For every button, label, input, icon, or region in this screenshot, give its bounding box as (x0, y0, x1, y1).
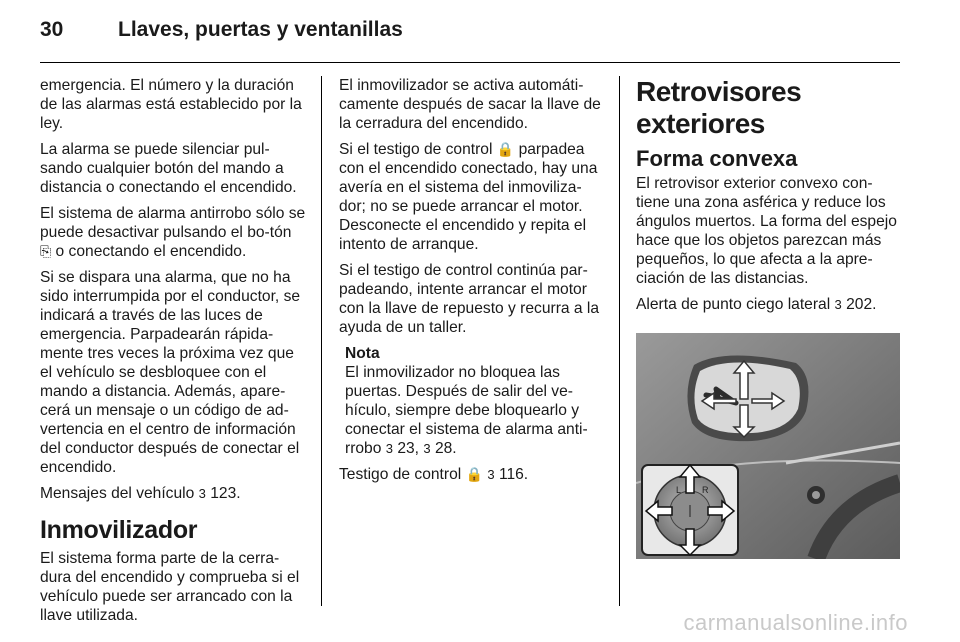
paragraph: La alarma se puede silenciar pul-sando cualquier botón del mando a distancia o conectando el encendido. (40, 141, 297, 196)
paragraph: Si se dispara una alarma, que no ha sido interrumpida por el conductor, se indicará a través de las luces de emergencia. Parpadearán rápida-mente tres veces la próxima vez que el vehículo se desbloquee con el mando a distancia. Además, apare-cerá un mensaje o un código de ad-vertencia en el centro de información del conductor después de conectar el encendido. (40, 269, 301, 476)
note-box (345, 344, 603, 458)
page-reference[interactable]: 116. (498, 466, 529, 483)
page-reference[interactable]: 202. (846, 296, 877, 313)
column-divider-1 (321, 76, 322, 606)
column-1 (40, 76, 306, 632)
column-3 (636, 76, 902, 364)
column-divider-2 (619, 76, 620, 606)
note-text: El inmovilizador no bloquea las puertas. Después de salir del ve-hículo, siempre debe bloquearlo y conectar el sistema de alarma anti-rrobo 3 23, 3 28. (345, 364, 588, 457)
page-reference[interactable]: 28. (434, 440, 457, 457)
subsection-heading-forma-convexa: Forma convexa (636, 146, 798, 171)
page-reference[interactable]: 123. (210, 485, 241, 502)
paragraph: Mensajes del vehículo 3 123. (40, 485, 241, 502)
left-mirror-label: L (676, 485, 682, 495)
immobilizer-warning-icon: 🔒 (496, 141, 515, 157)
paragraph: El sistema de alarma antirrobo sólo se puede desactivar pulsando el bo-tón ⎘ o conectando el encendido. (40, 205, 306, 260)
reference-arrow-icon: 3 (423, 441, 431, 456)
header-divider (40, 62, 900, 63)
mirror-adjustment-figure (636, 333, 900, 559)
paragraph: Si el testigo de control continúa par-padeando, intente arrancar el motor con la llave de repuesto y recurra a la ayuda de un taller. (339, 262, 600, 336)
paragraph: El retrovisor exterior convexo con-tiene una zona asférica y reduce los ángulos muertos. La forma del espejo hace que los objetos parezcan más pequeños, lo que afecta a la apre-ciación de las distancias. (636, 175, 897, 287)
paragraph: emergencia. El número y la duración de las alarmas está establecido por la ley. (40, 77, 302, 132)
reference-arrow-icon: 3 (834, 297, 842, 312)
chapter-title: Llaves, puertas y ventanillas (118, 18, 403, 41)
paragraph: Testigo de control 🔒 3 116. (339, 466, 529, 483)
paragraph: Alerta de punto ciego lateral 3 202. (636, 296, 877, 313)
reference-arrow-icon: 3 (198, 486, 206, 501)
section-title-retrovisores: Retrovisores exteriores (636, 76, 802, 139)
immobilizer-warning-icon: 🔒 (465, 466, 484, 482)
note-title: Nota (345, 345, 380, 362)
page-reference[interactable]: 23, (397, 440, 420, 457)
column-2 (339, 76, 603, 491)
lock-button-icon: ⎘ (40, 243, 52, 259)
reference-arrow-icon: 3 (487, 467, 495, 482)
paragraph: El sistema forma parte de la cerra-dura del encendido y comprueba si el vehículo puede ser arrancado con la llave utilizada. (40, 550, 300, 624)
right-mirror-label: R (702, 485, 709, 495)
paragraph: El inmovilizador se activa automáti-camente después de sacar la llave de la cerradura del encendido. (339, 77, 601, 132)
page-header (40, 18, 403, 48)
page-number: 30 (40, 18, 64, 41)
reference-arrow-icon: 3 (385, 441, 393, 456)
watermark: carmanualsonline.info (683, 610, 908, 635)
section-heading-inmovilizador: Inmovilizador (40, 516, 198, 544)
paragraph: Si el testigo de control 🔒 parpadea con el encendido conectado, hay una avería en el sistema del inmoviliza-dor; no se puede arrancar el motor. Desconecte el encendido y repita el intento de arranque. (339, 141, 598, 253)
mirror-control-illustration (636, 333, 900, 559)
